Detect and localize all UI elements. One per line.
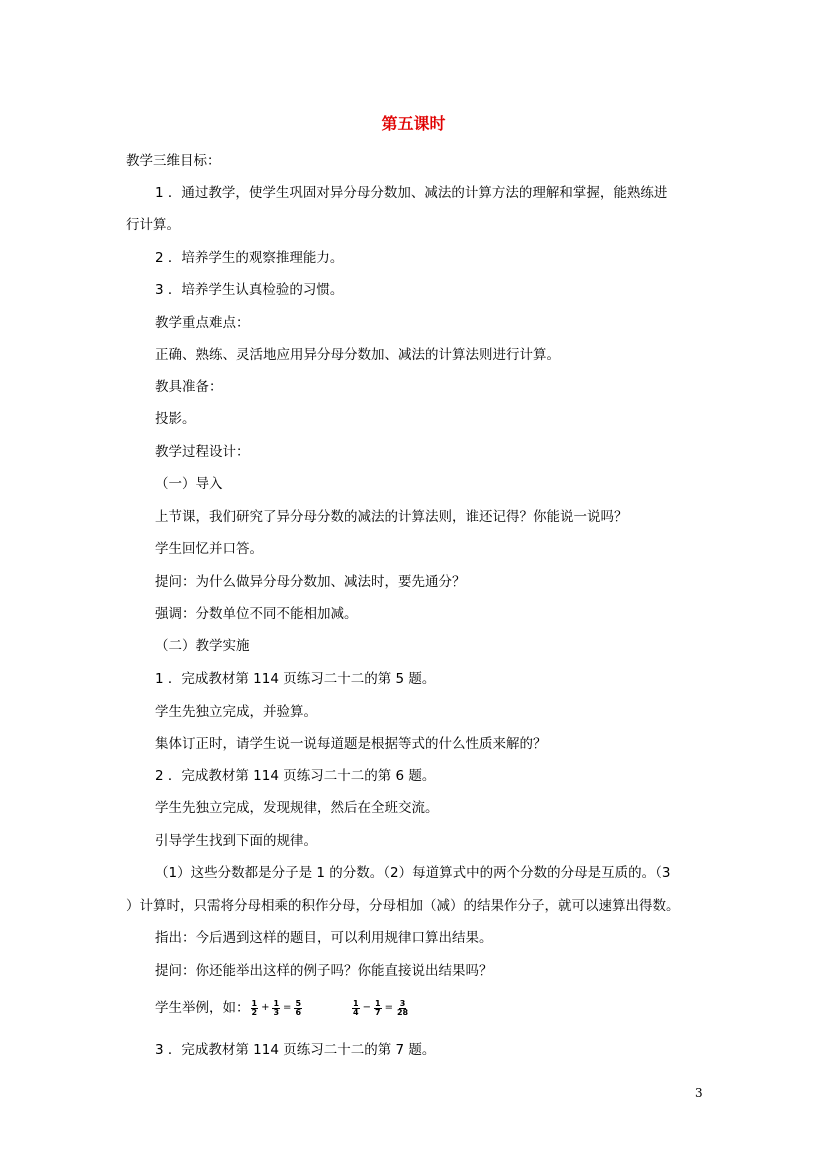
page-title: 第五课时 bbox=[381, 114, 446, 133]
denominator: 2 bbox=[251, 1007, 258, 1017]
paragraph: 2 ．培养学生的观察推理能力。 bbox=[155, 250, 344, 266]
paragraph: 3 ．完成教材第 114 页练习二十二的第 7 题。 bbox=[155, 1042, 436, 1058]
denominator: 6 bbox=[295, 1007, 302, 1017]
fraction bbox=[294, 1000, 302, 1017]
paragraph: 上节课，我们研究了异分母分数的减法的计算法则，谁还记得？你能说一说吗？ bbox=[155, 509, 628, 525]
numerator: 1 bbox=[374, 998, 381, 1008]
numerator: 3 bbox=[399, 998, 406, 1008]
numerator: 1 bbox=[273, 998, 280, 1008]
paragraph: 教学过程设计： bbox=[155, 444, 250, 460]
fraction bbox=[251, 1000, 259, 1017]
operator: + bbox=[261, 1002, 270, 1013]
fraction bbox=[352, 1000, 360, 1017]
fraction bbox=[396, 1000, 409, 1017]
paragraph: ）计算时，只需将分母相乘的积作分母，分母相加（减）的结果作分子，就可以速算出得数。 bbox=[126, 898, 680, 914]
fraction bbox=[272, 1000, 280, 1017]
paragraph: 学生回忆并口答。 bbox=[155, 541, 263, 557]
example-line bbox=[155, 998, 410, 1018]
paragraph: 1 ．完成教材第 114 页练习二十二的第 5 题。 bbox=[155, 671, 436, 687]
numerator: 1 bbox=[251, 998, 258, 1008]
operator: − bbox=[362, 1002, 371, 1013]
denominator: 4 bbox=[353, 1007, 359, 1017]
page-number: 3 bbox=[695, 1086, 703, 1100]
paragraph: 提问：你还能举出这样的例子吗？你能直接说出结果吗？ bbox=[155, 963, 493, 979]
section-heading: （二）教学实施 bbox=[155, 638, 250, 654]
paragraph: 强调：分数单位不同不能相加减。 bbox=[155, 606, 358, 622]
paragraph: 行计算。 bbox=[126, 217, 180, 233]
example-label: 学生举例，如： bbox=[155, 1000, 250, 1016]
denominator: 7 bbox=[374, 1007, 381, 1017]
paragraph: 指出：今后遇到这样的题目，可以利用规律口算出结果。 bbox=[155, 930, 493, 946]
paragraph: 投影。 bbox=[155, 411, 196, 427]
paragraph: 学生先独立完成，发现规律，然后在全班交流。 bbox=[155, 800, 439, 816]
paragraph: 正确、熟练、灵活地应用异分母分数加、减法的计算法则进行计算。 bbox=[155, 347, 560, 363]
paragraph: 2 ．完成教材第 114 页练习二十二的第 6 题。 bbox=[155, 768, 436, 784]
equals-sign: = bbox=[384, 1002, 393, 1013]
paragraph: 集体订正时，请学生说一说每道题是根据等式的什么性质来解的？ bbox=[155, 736, 547, 752]
paragraph: 教学三维目标： bbox=[126, 153, 221, 169]
paragraph: 1 ．通过教学，使学生巩固对异分母分数加、减法的计算方法的理解和掌握，能熟练进 bbox=[155, 185, 668, 201]
numerator: 1 bbox=[353, 998, 359, 1008]
section-heading: （一）导入 bbox=[155, 476, 223, 492]
numerator: 5 bbox=[295, 998, 302, 1008]
denominator: 28 bbox=[396, 1007, 409, 1017]
paragraph: 提问：为什么做异分母分数加、减法时，要先通分？ bbox=[155, 574, 466, 590]
paragraph: 学生先独立完成，并验算。 bbox=[155, 704, 317, 720]
paragraph: 教具准备： bbox=[155, 379, 223, 395]
fraction bbox=[374, 1000, 382, 1017]
denominator: 3 bbox=[273, 1007, 280, 1017]
equals-sign: = bbox=[283, 1002, 292, 1013]
paragraph: 引导学生找到下面的规律。 bbox=[155, 833, 317, 849]
paragraph: （1）这些分数都是分子是 1 的分数。（2）每道算式中的两个分数的分母是互质的。（3 bbox=[155, 865, 671, 881]
paragraph: 3 ．培养学生认真检验的习惯。 bbox=[155, 282, 344, 298]
paragraph: 教学重点难点： bbox=[155, 315, 250, 331]
